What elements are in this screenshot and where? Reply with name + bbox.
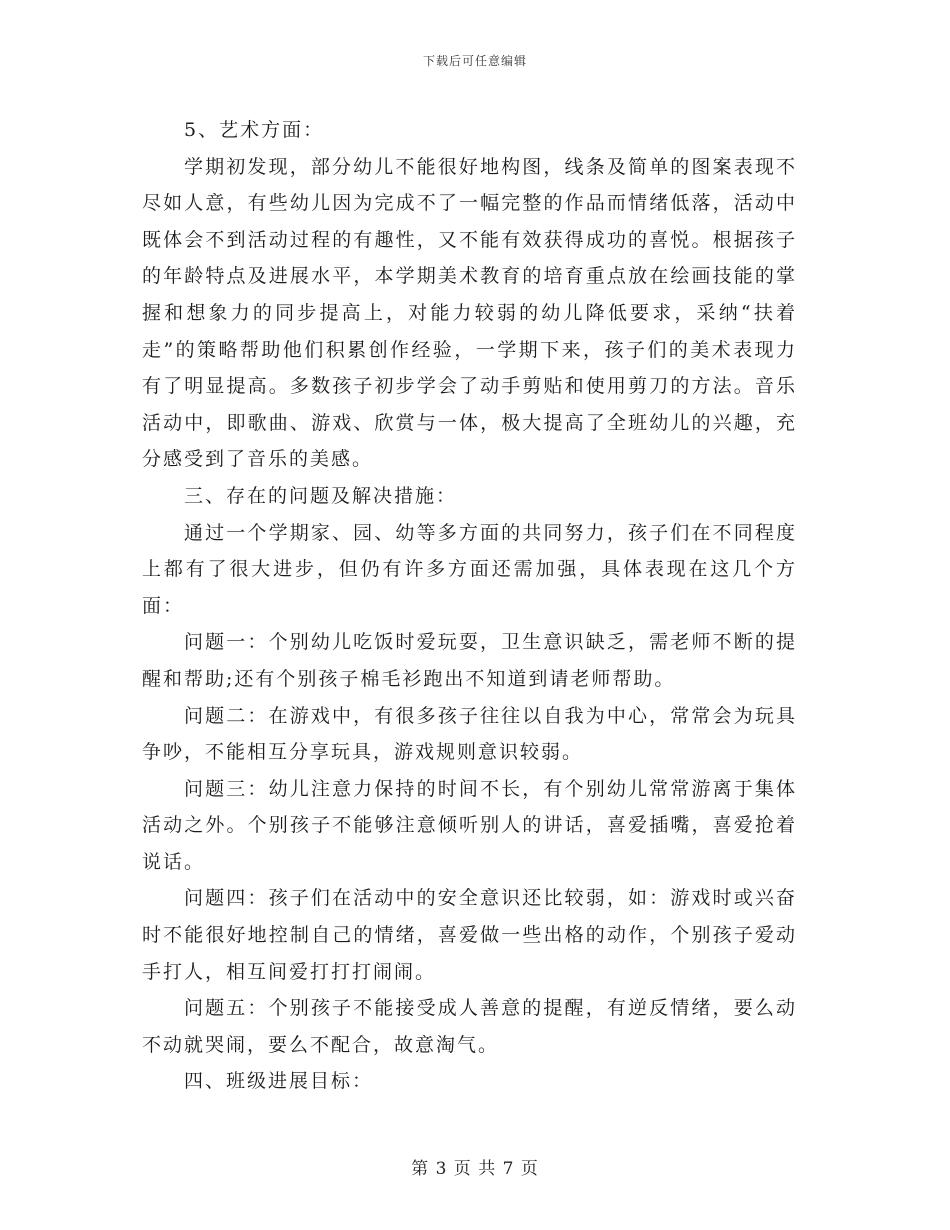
paragraph-problem-three: 问题三：幼儿注意力保持的时间不长，有个别幼儿常常游离于集体活动之外。个别孩子不能够注意倾听别人的讲话，喜爱插嘴，喜爱抢着说话。 bbox=[142, 777, 797, 873]
paragraph-problem-two: 问题二：在游戏中，有很多孩子往往以自我为中心，常常会为玩具争吵，不能相互分享玩具，游戏规则意识较弱。 bbox=[142, 704, 797, 764]
section-heading-art: 5、艺术方面： bbox=[184, 119, 325, 141]
document-body bbox=[142, 112, 797, 1100]
paragraph-problem-four: 问题四：孩子们在活动中的安全意识还比较弱，如：游戏时或兴奋时不能很好地控制自己的情绪，喜爱做一些出格的动作，个别孩子爱动手打人，相互间爱打打打闹闹。 bbox=[142, 887, 797, 983]
paragraph-problems-intro: 通过一个学期家、园、幼等多方面的共同努力，孩子们在不同程度上都有了很大进步，但仍有许多方面还需加强，具体表现在这几个方面： bbox=[142, 521, 797, 617]
paragraph-problem-five: 问题五：个别孩子不能接受成人善意的提醒，有逆反情绪，要么动不动就哭闹，要么不配合，故意淘气。 bbox=[142, 997, 797, 1056]
page-header: 下载后可任意编辑 bbox=[422, 54, 527, 68]
paragraph-problem-one: 问题一：个别幼儿吃饭时爱玩耍，卫生意识缺乏，需老师不断的提醒和帮助;还有个别孩子棉毛衫跑出不知道到请老师帮助。 bbox=[142, 631, 797, 690]
section-heading-problems: 三、存在的问题及解决措施： bbox=[184, 484, 458, 507]
page-footer: 第 3 页 共 7 页 bbox=[411, 1159, 539, 1179]
paragraph-art-description: 学期初发现，部分幼儿不能很好地构图，线条及简单的图案表现不尽如人意，有些幼儿因为完成不了一幅完整的作品而情绪低落，活动中既体会不到活动过程的有趣性，又不能有效获得成功的喜悦。根据孩子的年龄特点及进展水平，本学期美术教育的培育重点放在绘画技能的掌握和想象力的同步提高上，对能力较弱的幼儿降低要求，采纳“扶着走”的策略帮助他们积累创作经验，一学期下来，孩子们的美术表现力有了明显提高。多数孩子初步学会了动手剪贴和使用剪刀的方法。音乐活动中，即歌曲、游戏、欣赏与一体，极大提高了全班幼儿的兴趣，充分感受到了音乐的美感。 bbox=[142, 155, 797, 471]
section-heading-goals: 四、班级进展目标： bbox=[184, 1070, 374, 1093]
